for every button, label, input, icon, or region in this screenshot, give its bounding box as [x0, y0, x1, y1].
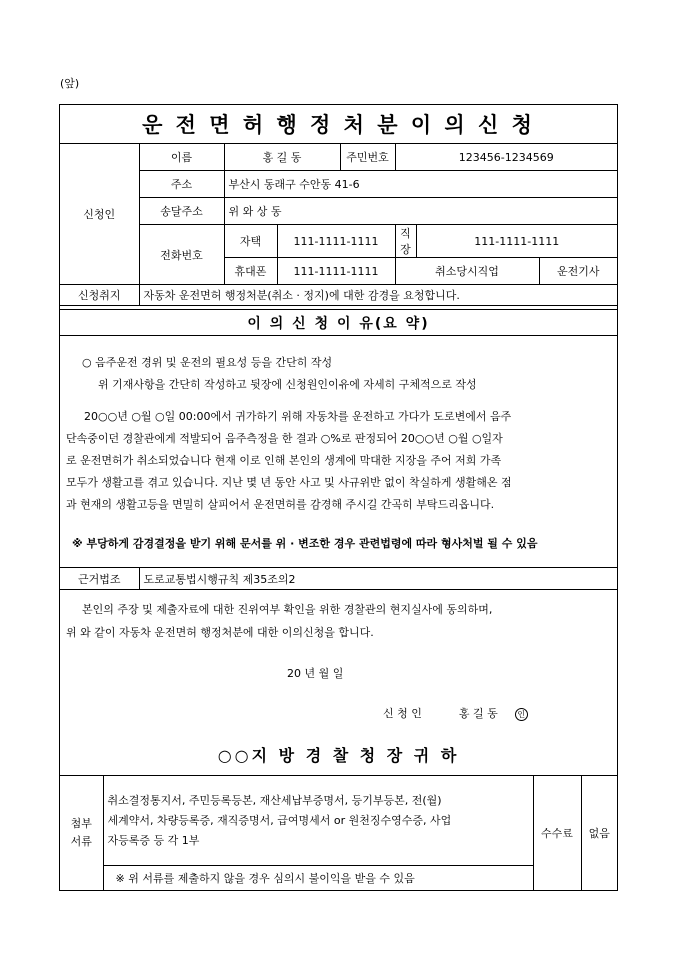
- mobile-label: 휴대폰: [224, 258, 277, 285]
- recipient: ○○지 방 경 찰 청 장 귀 하: [217, 746, 460, 765]
- job-label: 취소당시직업: [395, 258, 539, 285]
- reason-body-line: 단속중이던 경찰관에게 적발되어 음주측정을 한 결과 ○%로 판정되어 20○○년 ○월 ○일자: [66, 432, 503, 445]
- reason-heading: 이 의 신 청 이 유(요 약): [60, 309, 617, 336]
- applicant-table: [60, 143, 617, 306]
- declaration-line-1: 본인의 주장 및 제출자료에 대한 진위여부 확인을 위한 경찰관의 현지실사에 동의하며,: [82, 603, 493, 616]
- mailing-value: 위 와 상 동: [224, 198, 617, 225]
- applicant-section-label: 신청인: [60, 144, 139, 285]
- mobile-value: 111-1111-1111: [277, 258, 395, 285]
- legal-basis-label: 근거법조: [60, 568, 139, 590]
- phone-label: 전화번호: [139, 225, 224, 285]
- application-date: 20 년 월 일: [287, 667, 344, 680]
- reason-body-line: 20○○년 ○월 ○일 00:00에서 귀가하기 위해 자동차를 운전하고 가다가 도로변에서 음주: [84, 410, 512, 423]
- attachments-label: [60, 776, 103, 891]
- attachments-note: ※ 위 서류를 제출하지 않을 경우 심의시 불이익을 받을 수 있음: [103, 866, 533, 891]
- attachments-list-line: 세계약서, 차량등록증, 재직증명서, 급여명세서 or 원천징수영수증, 사업: [107, 813, 452, 827]
- signer-name: 홍 길 동: [458, 707, 498, 720]
- attachments-list: [103, 776, 533, 866]
- name-value: 홍 길 동: [224, 144, 340, 171]
- reason-body-line: 모두가 생활고를 겪고 있습니다. 지난 몇 년 동안 사고 및 사규위반 없이 착실하게 생활해온 점: [66, 476, 512, 489]
- address-label: 주소: [139, 171, 224, 198]
- attachments-label-line: 서류: [70, 835, 92, 848]
- seal-mark: 인: [515, 708, 528, 721]
- work-phone-label: 직장: [395, 225, 416, 258]
- name-label: 이름: [139, 144, 224, 171]
- signer-label: 신 청 인: [383, 707, 422, 720]
- attachments-table: [60, 775, 617, 891]
- reason-body: [66, 406, 614, 516]
- attachments-label-line: 첨부: [70, 817, 92, 830]
- reason-body-line: 로 운전면허가 취소되었습니다 현재 이로 인해 본인의 생계에 막대한 지장을 주어 저희 가족: [66, 454, 502, 467]
- attachments-list-line: 취소결정통지서, 주민등록등본, 재산세납부증명서, 등기부등본, 전(월): [107, 793, 442, 807]
- fee-label: 수수료: [533, 776, 581, 891]
- rrn-value: 123456-1234569: [395, 144, 617, 171]
- legal-basis-text: 도로교통법시행규칙 제35조의2: [139, 568, 617, 590]
- purpose-label: 신청취지: [60, 285, 139, 306]
- purpose-text: 자동차 운전면허 행정처분(취소 · 정지)에 대한 감경을 요청합니다.: [139, 285, 617, 306]
- address-value: 부산시 동래구 수안동 41-6: [224, 171, 617, 198]
- declaration-line-2: 위 와 같이 자동차 운전면허 행정처분에 대한 이의신청을 합니다.: [66, 626, 374, 639]
- appeal-form: [59, 104, 618, 891]
- fee-value: 없음: [581, 776, 617, 891]
- attachments-list-line: 자등록증 등 각 1부: [107, 833, 200, 847]
- reason-body-line: 과 현재의 생활고등을 면밀히 살피어서 운전면허를 감경해 주시길 간곡히 부탁드리옵니다.: [66, 498, 495, 511]
- forgery-warning: ※ 부당하게 감경결정을 받기 위해 문서를 위 · 변조한 경우 관련법령에 따라 형사처벌 될 수 있음: [72, 537, 538, 550]
- reason-note-2: 위 기재사항을 간단히 작성하고 뒷장에 신청원인이유에 자세히 구체적으로 작성: [98, 378, 477, 391]
- legal-basis-table: [60, 567, 617, 590]
- page-side-label: (앞): [60, 77, 80, 90]
- reason-note-1: ○ 음주운전 경위 및 운전의 필요성 등을 간단히 작성: [82, 356, 333, 369]
- rrn-label: 주민번호: [340, 144, 395, 171]
- mailing-label: 송달주소: [139, 198, 224, 225]
- work-phone-value: 111-1111-1111: [416, 225, 617, 258]
- home-phone-label: 자택: [224, 225, 277, 258]
- signature-line: [383, 703, 528, 725]
- home-phone-value: 111-1111-1111: [277, 225, 395, 258]
- form-title: 운 전 면 허 행 정 처 분 이 의 신 청: [60, 105, 617, 144]
- job-value: 운전기사: [539, 258, 617, 285]
